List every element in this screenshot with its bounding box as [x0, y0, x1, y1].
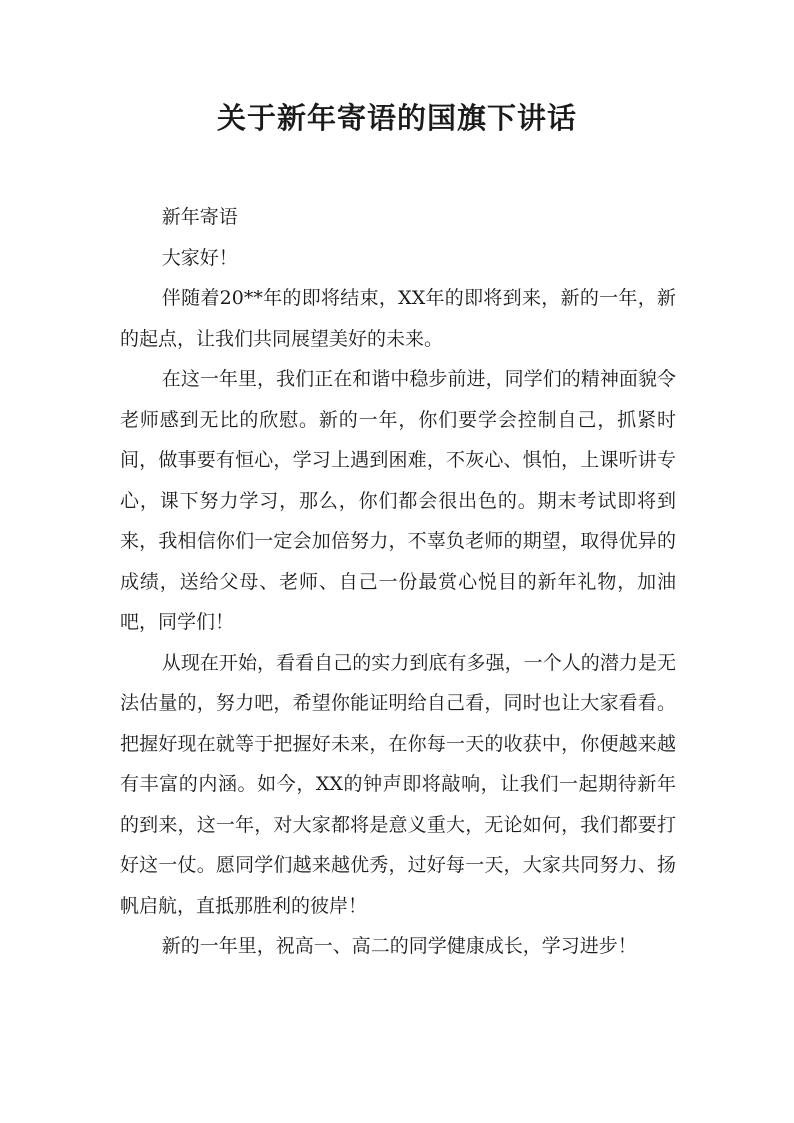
paragraph-body: 从现在开始，看看自己的实力到底有多强，一个人的潜力是无法估量的，努力吧，希望你能证明给自己看，同时也让大家看看。把握好现在就等于把握好未来，在你每一天的收获中，你便越来越有丰富的内涵。如今，XX的钟声即将敲响，让我们一起期待新年的到来，这一年，对大家都将是意义重大，无论如何，我们都要打好这一仗。愿同学们越来越优秀，过好每一天，大家共同努力、扬帆启航，直抵那胜利的彼岸！ [120, 651, 676, 917]
paragraph-heading: 新年寄语 [161, 206, 238, 228]
document-body [120, 197, 676, 967]
paragraph-intro: 伴随着20**年的即将结束，XX年的即将到来，新的一年，新的起点，让我们共同展望美好的未来。 [120, 287, 676, 350]
paragraph-body: 在这一年里，我们正在和谐中稳步前进，同学们的精神面貌令老师感到无比的欣慰。新的一年，你们要学会控制自己，抓紧时间，做事要有恒心，学习上遇到困难，不灰心、惧怕，上课听讲专心，课下努力学习，那么，你们都会很出色的。期末考试即将到来，我相信你们一定会加倍努力，不辜负老师的期望，取得优异的成绩，送给父母、老师、自己一份最赏心悦目的新年礼物，加油吧，同学们！ [120, 368, 676, 633]
document-title: 关于新年寄语的国旗下讲话 [216, 101, 577, 135]
paragraph-salutation: 大家好！ [161, 246, 238, 269]
paragraph-closing: 新的一年里，祝高一、高二的同学健康成长，学习进步！ [161, 935, 637, 957]
